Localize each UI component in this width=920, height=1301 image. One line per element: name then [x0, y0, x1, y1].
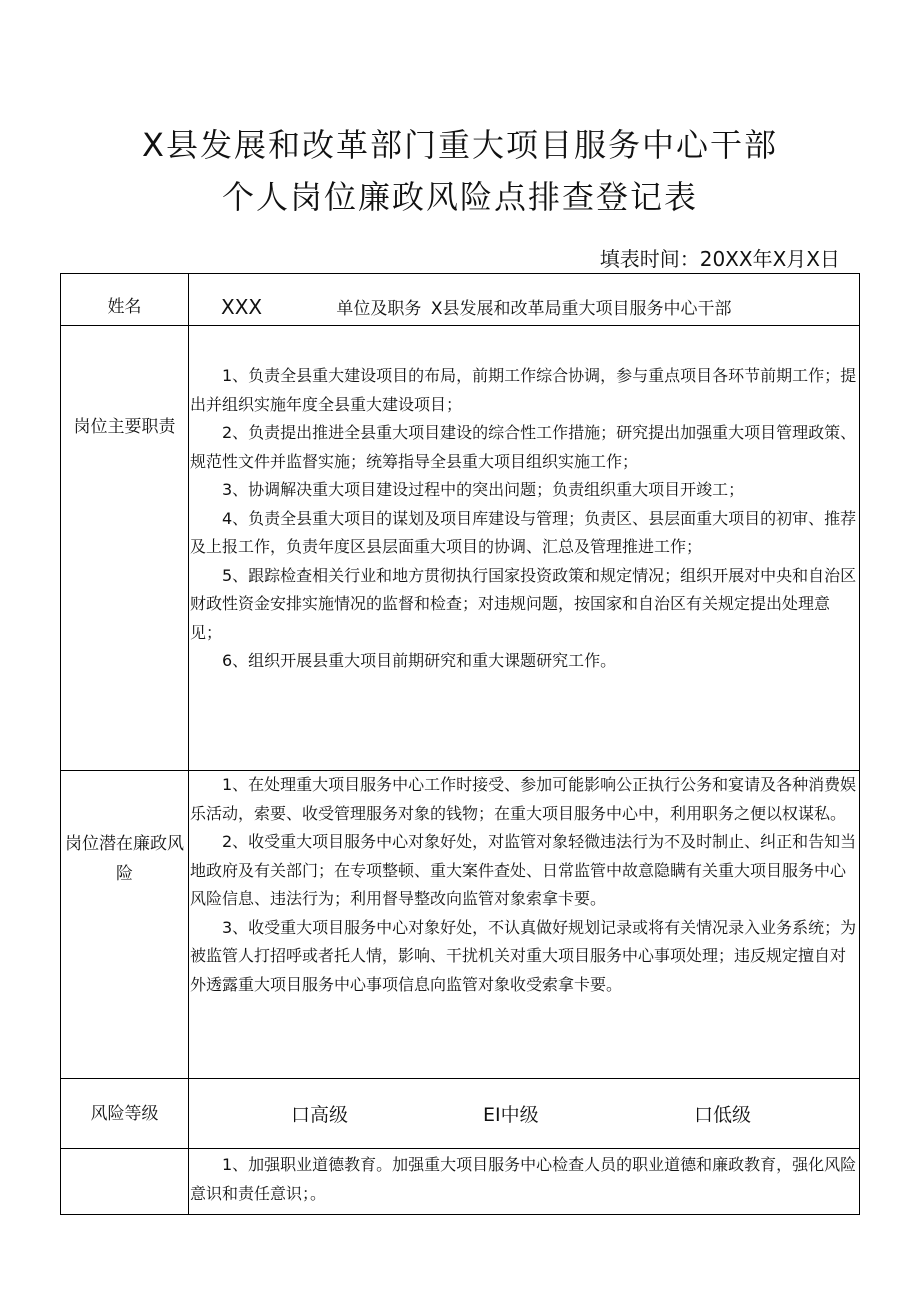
- level-high-checkbox[interactable]: 口高级: [291, 1103, 349, 1126]
- level-cell: [189, 1079, 860, 1149]
- measures-cell: [189, 1149, 860, 1215]
- name-unit-cell: [189, 274, 860, 326]
- measures-list: [189, 1151, 859, 1208]
- duties-label: 岗位主要职责: [61, 326, 189, 771]
- risks-label: 岗位潜在廉政风险: [61, 771, 189, 1079]
- risks-item: 3、收受重大项目服务中心对象好处，不认真做好规划记录或将有关情况录入业务系统；为被监管人打招呼或者托人情，影响、干扰机关对重大项目服务中心事项处理；违反规定擅自对外透露重大项目服务中心事项信息向监管对象收受索拿卡要。: [190, 917, 857, 994]
- duties-item: 1、负责全县重大建设项目的布局，前期工作综合协调，参与重点项目各环节前期工作；提出并组织实施年度全县重大建设项目；: [190, 366, 857, 414]
- risks-item: 1、在处理重大项目服务中心工作时接受、参加可能影响公正执行公务和宴请及各种消费娱乐活动，索要、收受管理服务对象的钱物；在重大项目服务中心中，利用职务之便以权谋私。: [190, 775, 857, 823]
- risk-register-table: [60, 273, 860, 1215]
- measures-label: [61, 1149, 189, 1215]
- page-subtitle: 个人岗位廉政风险点排查登记表: [221, 178, 698, 216]
- name-label: 姓名: [61, 274, 189, 326]
- level-low-checkbox[interactable]: 口低级: [694, 1103, 752, 1126]
- unit-value: X县发展和改革局重大项目服务中心干部: [430, 299, 732, 319]
- unit-label: 单位及职务: [336, 299, 422, 319]
- name-value: XXX: [221, 295, 263, 319]
- duties-item: 6、组织开展县重大项目前期研究和重大课题研究工作。: [222, 651, 617, 670]
- risks-row: [61, 771, 860, 1079]
- level-mid-checkbox[interactable]: EI中级: [483, 1103, 539, 1126]
- risks-list: [189, 771, 859, 999]
- duties-list: [189, 362, 859, 676]
- fill-date: 填表时间：20XX年X月X日: [599, 247, 840, 271]
- risks-item: 2、收受重大项目服务中心对象好处，对监管对象轻微违法行为不及时制止、纠正和告知当地政府及有关部门；在专项整顿、重大案件查处、日常监管中故意隐瞒有关重大项目服务中心风险信息、违法行为；利用督导整改向监管对象索拿卡要。: [190, 832, 857, 908]
- level-label: 风险等级: [61, 1079, 189, 1149]
- duties-item: 2、负责提出推进全县重大项目建设的综合性工作措施；研究提出加强重大项目管理政策、规范性文件并监督实施；统筹指导全县重大项目组织实施工作；: [190, 423, 857, 471]
- risks-cell: [189, 771, 860, 1079]
- duties-item: 3、协调解决重大项目建设过程中的突出问题；负责组织重大项目开竣工；: [222, 480, 745, 499]
- duties-item: 4、负责全县重大项目的谋划及项目库建设与管理；负责区、县层面重大项目的初审、推荐及上报工作，负责年度区县层面重大项目的协调、汇总及管理推进工作；: [190, 508, 857, 556]
- measures-row: [61, 1149, 860, 1215]
- measures-item: 1、加强职业道德教育。加强重大项目服务中心检查人员的职业道德和廉政教育，强化风险意识和责任意识；。: [190, 1155, 857, 1203]
- duties-cell: [189, 326, 860, 771]
- name-row: [61, 274, 860, 326]
- duties-row: [61, 326, 860, 771]
- page-title: X县发展和改革部门重大项目服务中心干部: [142, 126, 778, 164]
- duties-item: 5、跟踪检查相关行业和地方贯彻执行国家投资政策和规定情况；组织开展对中央和自治区财政性资金安排实施情况的监督和检查；对违规问题，按国家和自治区有关规定提出处理意见；: [190, 565, 857, 642]
- level-row: [61, 1079, 860, 1149]
